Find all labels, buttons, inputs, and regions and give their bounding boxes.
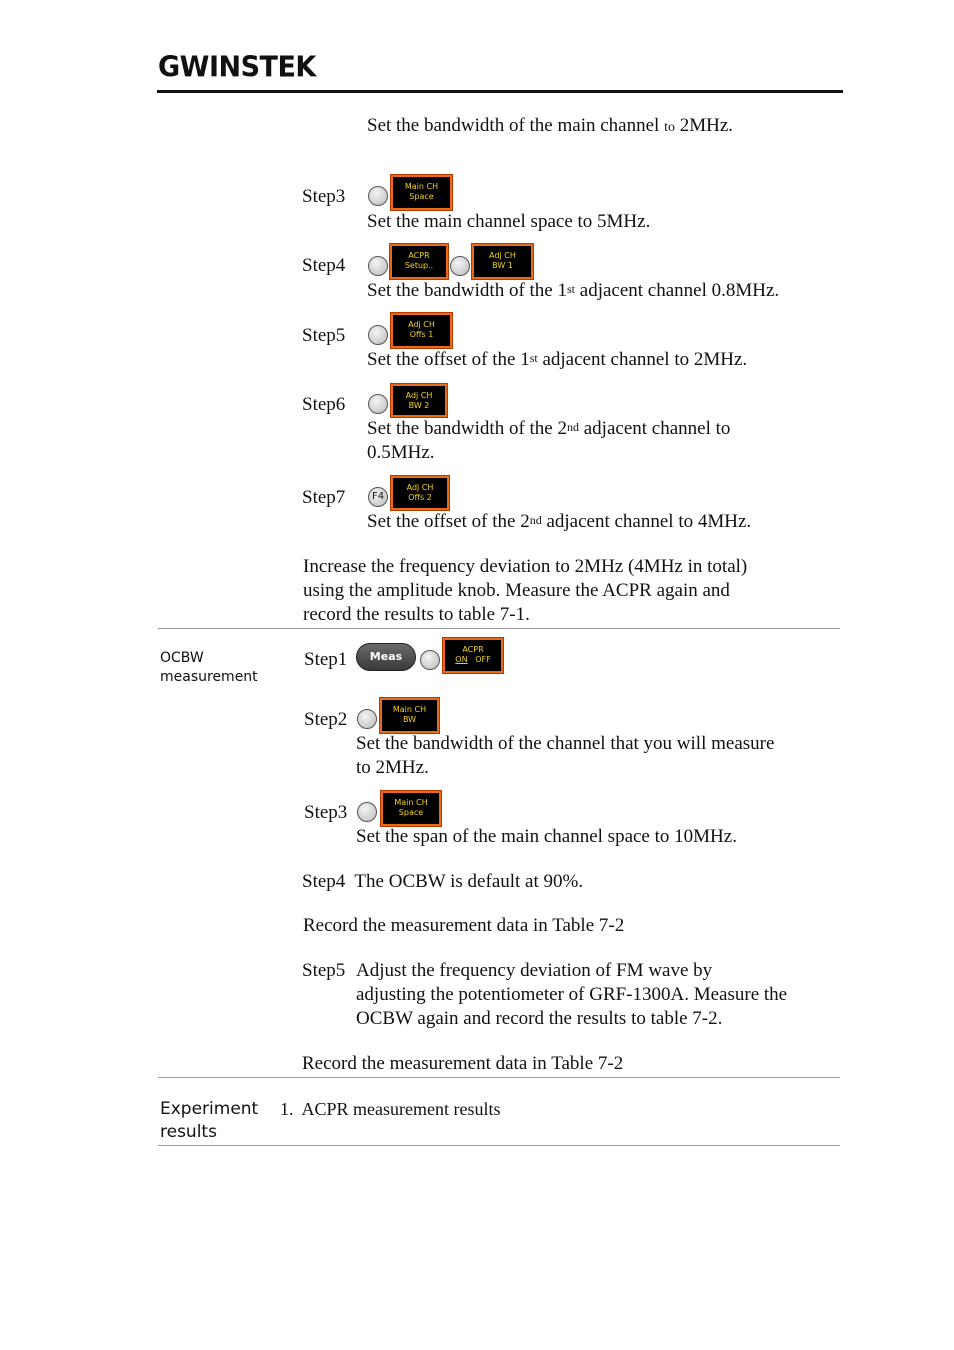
front-panel-button-icon[interactable] — [450, 256, 470, 276]
results-side-label: results — [160, 1122, 217, 1142]
desc-part: Set the bandwidth of the 2 — [367, 418, 567, 439]
softkey-line: ACPR — [462, 645, 484, 654]
softkey-line: BW 2 — [408, 401, 430, 410]
acpr-paragraph-line: record the results to table 7-1. — [303, 604, 530, 625]
softkey-line: Adj CH — [489, 251, 516, 260]
step-description-cont: to 2MHz. — [356, 757, 429, 778]
front-panel-button-icon[interactable] — [368, 394, 388, 414]
acpr-paragraph-line: using the amplitude knob. Measure the ACPR again and — [303, 580, 730, 601]
softkey-line: Adj CH — [405, 391, 433, 400]
step-description-cont: OCBW again and record the results to table 7-2. — [356, 1008, 723, 1029]
desc-part: adjacent channel to 2MHz. — [537, 349, 748, 370]
front-panel-button-icon[interactable] — [368, 186, 388, 206]
superscript: nd — [567, 420, 579, 434]
step-label: Step4 — [302, 255, 346, 276]
softkey-main-ch-bw[interactable] — [380, 698, 439, 733]
desc-part: adjacent channel to — [579, 418, 731, 439]
intro-text-end: 2MHz. — [674, 115, 734, 136]
section-divider — [158, 1077, 840, 1078]
step-description: Set the span of the main channel space to 10MHz. — [356, 826, 737, 847]
desc-part: Set the bandwidth of the 1 — [367, 280, 567, 301]
intro-line — [367, 114, 733, 140]
step-label: Step1 — [304, 649, 348, 670]
meas-button[interactable]: Meas — [356, 643, 416, 671]
softkey-adj-ch-bw2[interactable] — [391, 384, 447, 417]
front-panel-button-icon[interactable] — [368, 325, 388, 345]
softkey-adj-ch-bw1[interactable] — [472, 244, 533, 279]
softkey-line: Main CH — [394, 798, 428, 807]
gwinstek-logo: GWINSTEK — [158, 51, 316, 84]
superscript: st — [567, 282, 576, 296]
intro-text: Set the bandwidth of the main channel — [367, 115, 665, 136]
step-description-cont: adjusting the potentiometer of GRF-1300A. Measure the — [356, 984, 788, 1005]
softkey-line: BW 1 — [492, 261, 513, 270]
f4-button-icon[interactable]: F4 — [368, 487, 388, 507]
step-label: Step6 — [302, 394, 346, 415]
record-note: Record the measurement data in Table 7-2 — [302, 1053, 624, 1074]
header-rule — [157, 90, 843, 93]
desc-part: Set the offset of the 2 — [367, 511, 530, 532]
superscript: st — [529, 351, 538, 365]
step-description: Adjust the frequency deviation of FM wave by — [356, 960, 713, 981]
softkey-main-ch-space[interactable] — [391, 175, 452, 210]
step-description: Set the bandwidth of the channel that you will measure — [356, 733, 775, 754]
front-panel-button-icon[interactable] — [357, 709, 377, 729]
ocbw-side-label: OCBW — [160, 650, 204, 666]
softkey-line: Main CH — [404, 182, 439, 191]
step-description — [367, 279, 779, 303]
step-description — [367, 348, 747, 372]
section-divider — [158, 628, 840, 629]
step-label: Step3 — [302, 186, 346, 207]
ocbw-step4: Step4 The OCBW is default at 90%. — [302, 871, 584, 892]
results-side-label: Experiment — [160, 1099, 259, 1119]
softkey-line: Main CH — [392, 705, 427, 714]
intro-small-text: to — [664, 120, 675, 135]
front-panel-button-icon[interactable] — [420, 650, 440, 670]
step-description: Set the main channel space to 5MHz. — [367, 211, 651, 232]
superscript: nd — [529, 513, 542, 527]
section-divider — [158, 1145, 840, 1146]
step-label: Step5 — [302, 325, 346, 346]
softkey-on: ON — [455, 655, 468, 664]
record-note: Record the measurement data in Table 7-2 — [303, 915, 625, 936]
softkey-adj-ch-offs1[interactable] — [391, 313, 452, 348]
softkey-line — [445, 655, 501, 665]
softkey-line: Setup.. — [404, 261, 434, 270]
front-panel-button-icon[interactable] — [357, 802, 377, 822]
ocbw-side-label: measurement — [160, 669, 258, 685]
softkey-main-ch-space[interactable] — [381, 791, 441, 826]
step-description — [367, 510, 751, 534]
softkey-line: Adj CH — [408, 320, 435, 329]
step-label: Step7 — [302, 487, 346, 508]
results-item: 1. ACPR measurement results — [280, 1099, 501, 1119]
desc-part: Set the offset of the 1 — [367, 349, 530, 370]
softkey-acpr-on-off[interactable] — [443, 638, 503, 673]
softkey-line: ACPR — [408, 251, 430, 260]
softkey-adj-ch-offs2[interactable] — [391, 476, 449, 510]
front-panel-button-icon[interactable] — [368, 256, 388, 276]
softkey-line: Space — [409, 192, 434, 201]
softkey-line: Offs 1 — [409, 330, 434, 339]
softkey-line: Space — [398, 808, 424, 817]
step-description-cont: 0.5MHz. — [367, 442, 435, 463]
step-label: Step3 — [304, 802, 348, 823]
softkey-line: Offs 2 — [408, 493, 432, 502]
desc-part: adjacent channel to 4MHz. — [541, 511, 752, 532]
softkey-line: Adj CH — [406, 483, 434, 492]
step-label: Step5 — [302, 960, 346, 981]
step-description — [367, 417, 730, 441]
softkey-line: BW — [402, 715, 417, 724]
step-label: Step2 — [304, 709, 348, 730]
desc-part: adjacent channel 0.8MHz. — [575, 280, 780, 301]
softkey-off: OFF — [475, 655, 491, 664]
softkey-acpr-setup[interactable] — [390, 244, 448, 279]
acpr-paragraph-line: Increase the frequency deviation to 2MHz (4MHz in total) — [303, 556, 748, 577]
